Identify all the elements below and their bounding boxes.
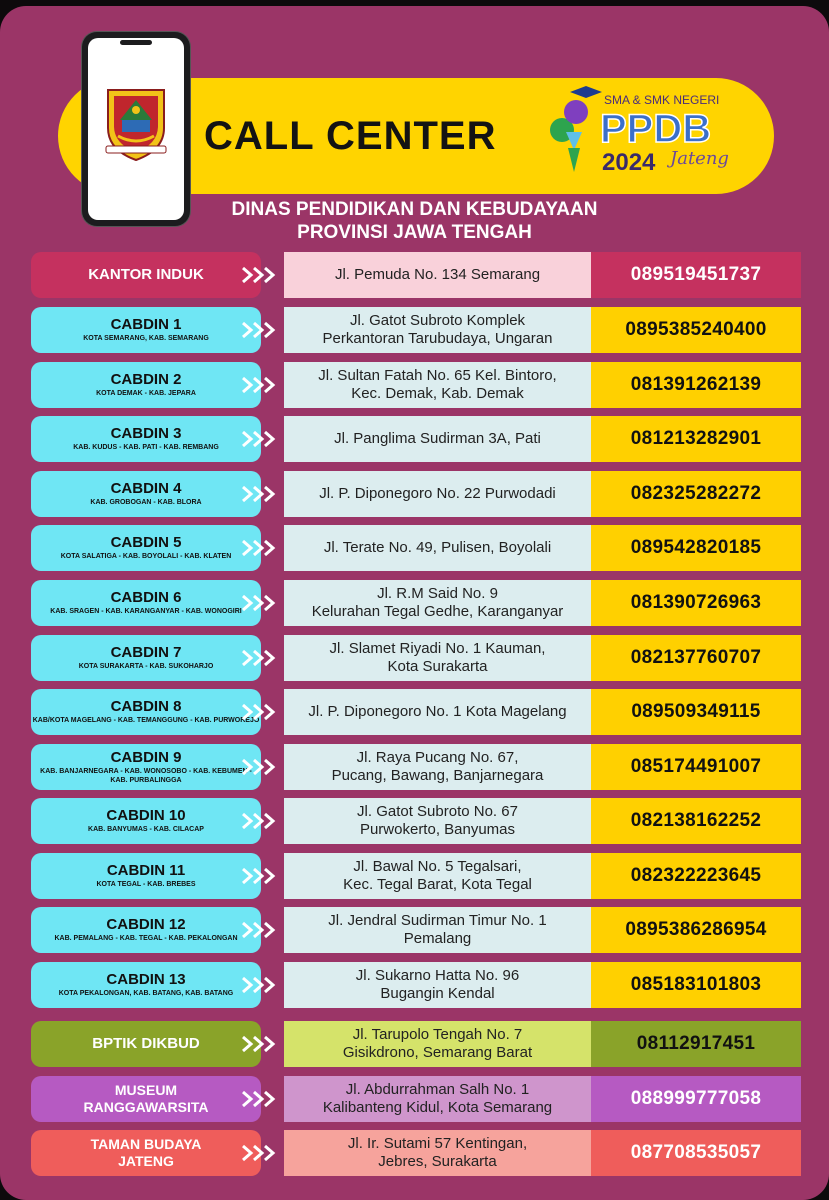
address-line: Jl. Sukarno Hatta No. 96 xyxy=(355,967,520,984)
contact-row-bptik-dikbud xyxy=(31,1021,801,1067)
phone-number[interactable]: 082138162252 xyxy=(591,798,801,844)
office-label xyxy=(31,471,261,517)
chevron-right-icon xyxy=(241,375,279,395)
office-region: KOTA SALATIGA - KAB. BOYOLALI - KAB. KLATEN xyxy=(60,553,232,560)
office-label xyxy=(31,362,261,408)
contact-row-cabdin-3 xyxy=(31,416,801,462)
phone-number[interactable]: 085183101803 xyxy=(591,962,801,1008)
ppdb-year: 2024 xyxy=(602,149,656,176)
address-line: Jl. Slamet Riyadi No. 1 Kauman, xyxy=(329,640,546,657)
office-address xyxy=(284,416,591,462)
contact-row-cabdin-13 xyxy=(31,962,801,1008)
subtitle-line-2: PROVINSI JAWA TENGAH xyxy=(297,222,532,243)
chevron-right-icon xyxy=(241,702,279,722)
contact-row-cabdin-6 xyxy=(31,580,801,626)
contact-row-cabdin-12 xyxy=(31,907,801,953)
chevron-right-icon xyxy=(241,265,279,285)
address-line: Jl. P. Diponegoro No. 1 Kota Magelang xyxy=(308,703,567,720)
office-address xyxy=(284,525,591,571)
address-line: Jebres, Surakarta xyxy=(378,1153,497,1170)
office-label xyxy=(31,1130,261,1176)
address-line: Bugangin Kendal xyxy=(380,985,495,1002)
contact-row-cabdin-9 xyxy=(31,744,801,790)
office-label xyxy=(31,744,261,790)
address-line: Jl. Terate No. 49, Pulisen, Boyolali xyxy=(323,539,552,556)
office-region: KAB. SRAGEN - KAB. KARANGANYAR - KAB. WONOGIRI xyxy=(50,608,242,615)
office-address xyxy=(284,471,591,517)
office-region: KAB. PEMALANG - KAB. TEGAL - KAB. PEKALONGAN xyxy=(54,935,238,942)
office-name: CABDIN 13 xyxy=(106,971,186,988)
office-name: BPTIK DIKBUD xyxy=(92,1035,200,1052)
office-region: KAB. GROBOGAN - KAB. BLORA xyxy=(90,499,202,506)
address-line: Jl. Sultan Fatah No. 65 Kel. Bintoro, xyxy=(318,367,557,384)
jawa-tengah-emblem-icon xyxy=(100,80,172,164)
office-address xyxy=(284,962,591,1008)
contact-row-museum-ranggawarsita xyxy=(31,1076,801,1122)
address-line: Jl. P. Diponegoro No. 22 Purwodadi xyxy=(319,485,556,502)
phone-number[interactable]: 089542820185 xyxy=(591,525,801,571)
office-address xyxy=(284,635,591,681)
chevron-right-icon xyxy=(241,866,279,886)
phone-number[interactable]: 082137760707 xyxy=(591,635,801,681)
address-line: Kalibanteng Kidul, Kota Semarang xyxy=(322,1099,553,1116)
contact-row-cabdin-5 xyxy=(31,525,801,571)
address-line: Jl. Pemuda No. 134 Semarang xyxy=(334,266,541,283)
phone-number[interactable]: 082322223645 xyxy=(591,853,801,899)
office-region: KOTA SURAKARTA - KAB. SUKOHARJO xyxy=(78,663,214,670)
office-name: CABDIN 2 xyxy=(110,371,182,388)
office-name: CABDIN 6 xyxy=(110,589,182,606)
office-name: CABDIN 9 xyxy=(110,748,182,766)
office-address xyxy=(284,853,591,899)
address-line: Gisikdrono, Semarang Barat xyxy=(342,1044,533,1061)
office-name: CABDIN 11 xyxy=(106,862,186,879)
contact-row-cabdin-4 xyxy=(31,471,801,517)
office-name-line2: JATENG xyxy=(118,1153,174,1169)
office-region: KAB. BANYUMAS - KAB. CILACAP xyxy=(88,826,204,833)
contact-row-cabdin-7 xyxy=(31,635,801,681)
banner-title: CALL CENTER xyxy=(204,114,497,158)
contact-row-cabdin-10 xyxy=(31,798,801,844)
office-address xyxy=(284,1021,591,1067)
office-label xyxy=(31,907,261,953)
office-region: KAB/KOTA MAGELANG - KAB. TEMANGGUNG - KAB. PURWOREJO xyxy=(32,717,260,724)
address-line: Jl. Panglima Sudirman 3A, Pati xyxy=(334,430,541,447)
office-name: CABDIN 7 xyxy=(110,644,182,661)
contact-row-cabdin-1 xyxy=(31,307,801,353)
office-label xyxy=(31,689,261,735)
address-line: Pucang, Bawang, Banjarnegara xyxy=(331,767,544,784)
address-line: Jl. Tarupolo Tengah No. 7 xyxy=(352,1026,523,1043)
office-label xyxy=(31,962,261,1008)
chevron-right-icon xyxy=(241,757,279,777)
office-name: CABDIN 10 xyxy=(106,807,186,824)
chevron-right-icon xyxy=(241,648,279,668)
office-address xyxy=(284,1076,591,1122)
address-line: Kelurahan Tegal Gedhe, Karanganyar xyxy=(311,603,564,620)
office-label xyxy=(31,416,261,462)
chevron-right-icon xyxy=(241,484,279,504)
contact-row-cabdin-11 xyxy=(31,853,801,899)
chevron-right-icon xyxy=(241,1034,279,1054)
office-name-line2: RANGGAWARSITA xyxy=(83,1099,209,1115)
office-address xyxy=(284,252,591,298)
ppdb-top-text: SMA & SMK NEGERI xyxy=(604,93,720,107)
contact-row-cabdin-8 xyxy=(31,689,801,735)
contact-row-cabdin-2 xyxy=(31,362,801,408)
chevron-right-icon xyxy=(241,811,279,831)
office-label xyxy=(31,1021,261,1067)
office-address xyxy=(284,798,591,844)
chevron-right-icon xyxy=(241,975,279,995)
office-name: CABDIN 1 xyxy=(110,316,182,333)
office-name: CABDIN 8 xyxy=(110,698,182,715)
address-line: Jl. Gatot Subroto Komplek xyxy=(349,312,526,329)
contact-row-kantor-induk xyxy=(31,252,801,298)
phone-number[interactable]: 0895385240400 xyxy=(591,307,801,353)
phone-number[interactable]: 082325282272 xyxy=(591,471,801,517)
office-address xyxy=(284,744,591,790)
office-address xyxy=(284,362,591,408)
office-address xyxy=(284,907,591,953)
office-name: KANTOR INDUK xyxy=(88,266,204,283)
office-name: CABDIN 4 xyxy=(110,480,182,497)
office-label xyxy=(31,1076,261,1122)
phone-number[interactable]: 089509349115 xyxy=(591,689,801,735)
chevron-right-icon xyxy=(241,1143,279,1163)
office-label xyxy=(31,525,261,571)
phone-number[interactable]: 085174491007 xyxy=(591,744,801,790)
chevron-right-icon xyxy=(241,320,279,340)
phone-number[interactable]: 089519451737 xyxy=(591,252,801,298)
office-label xyxy=(31,252,261,298)
phone-number[interactable]: 08112917451 xyxy=(591,1021,801,1067)
address-line: Kec. Demak, Kab. Demak xyxy=(351,385,524,402)
address-line: Jl. Bawal No. 5 Tegalsari, xyxy=(353,858,522,875)
office-region: KOTA DEMAK - KAB. JEPARA xyxy=(96,390,196,397)
office-label xyxy=(31,580,261,626)
chevron-right-icon xyxy=(241,538,279,558)
office-address xyxy=(284,689,591,735)
office-region: KOTA TEGAL - KAB. BREBES xyxy=(96,881,196,888)
ppdb-region: Jateng xyxy=(670,148,729,169)
address-line: Jl. Raya Pucang No. 67, xyxy=(356,749,519,766)
phone-number[interactable]: 081213282901 xyxy=(591,416,801,462)
chevron-right-icon xyxy=(241,1089,279,1109)
chevron-right-icon xyxy=(241,920,279,940)
office-name: TAMAN BUDAYA xyxy=(90,1136,202,1152)
office-label xyxy=(31,853,261,899)
office-address xyxy=(284,307,591,353)
office-region: KAB. KUDUS - KAB. PATI - KAB. REMBANG xyxy=(73,444,219,451)
office-name: CABDIN 12 xyxy=(106,916,186,933)
phone-number[interactable]: 081390726963 xyxy=(591,580,801,626)
office-address xyxy=(284,580,591,626)
office-region: KOTA SEMARANG, KAB. SEMARANG xyxy=(83,335,209,342)
address-line: Kota Surakarta xyxy=(387,658,488,675)
phone-number[interactable]: 0895386286954 xyxy=(591,907,801,953)
address-line: Pemalang xyxy=(403,930,472,947)
office-region: KAB. BANJARNEGARA - KAB. WONOSOBO - KAB. KEBUMEN - KAB. PURBALINGGA xyxy=(40,767,252,784)
address-line: Kec. Tegal Barat, Kota Tegal xyxy=(343,876,532,893)
address-line: Jl. Gatot Subroto No. 67 xyxy=(357,803,518,820)
office-name: CABDIN 3 xyxy=(110,425,182,442)
phone-number[interactable]: 087708535057 xyxy=(591,1130,801,1176)
office-label xyxy=(31,798,261,844)
address-line: Jl. Jendral Sudirman Timur No. 1 xyxy=(328,912,547,929)
ppdb-logo xyxy=(546,84,752,180)
phone-number[interactable]: 088999777058 xyxy=(591,1076,801,1122)
address-line: Jl. Abdurrahman Salh No. 1 xyxy=(345,1081,530,1098)
address-line: Jl. R.M Said No. 9 xyxy=(377,585,498,602)
office-label xyxy=(31,307,261,353)
office-name: CABDIN 5 xyxy=(110,534,182,551)
office-address xyxy=(284,1130,591,1176)
chevron-right-icon xyxy=(241,593,279,613)
office-name: MUSEUM xyxy=(114,1082,178,1098)
address-line: Jl. Ir. Sutami 57 Kentingan, xyxy=(347,1135,528,1152)
phone-number[interactable]: 081391262139 xyxy=(591,362,801,408)
address-line: Perkantoran Tarubudaya, Ungaran xyxy=(322,330,553,347)
address-line: Purwokerto, Banyumas xyxy=(359,821,516,838)
contact-row-taman-budaya-jateng xyxy=(31,1130,801,1176)
ppdb-word: PPDB xyxy=(600,107,712,151)
chevron-right-icon xyxy=(241,429,279,449)
subtitle-line-1: DINAS PENDIDIKAN DAN KEBUDAYAAN xyxy=(231,199,598,220)
office-label xyxy=(31,635,261,681)
phone-notch xyxy=(120,40,152,45)
office-region: KOTA PEKALONGAN, KAB. BATANG, KAB. BATANG xyxy=(58,990,234,997)
